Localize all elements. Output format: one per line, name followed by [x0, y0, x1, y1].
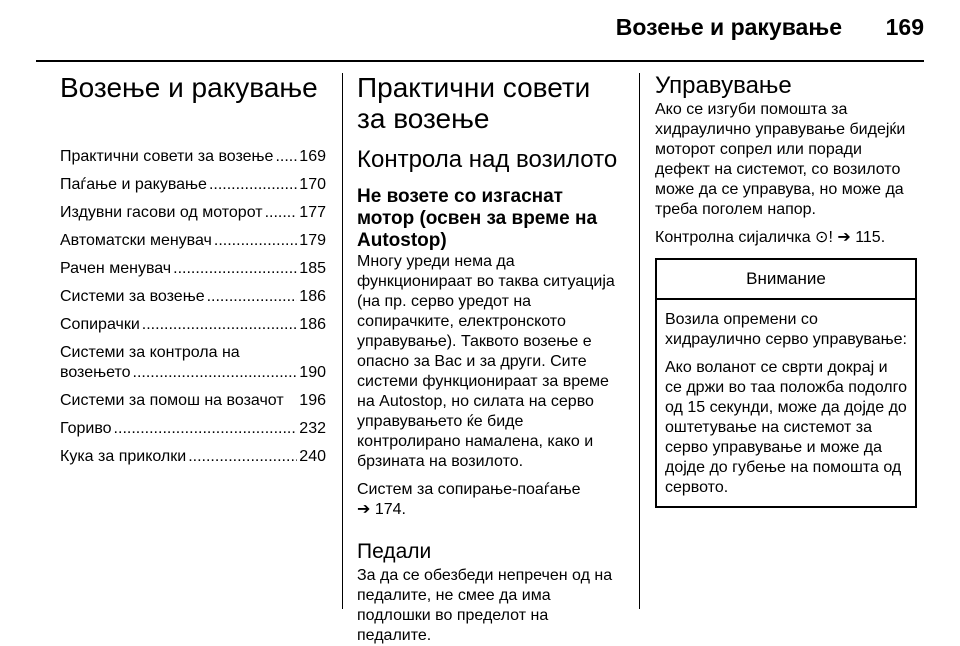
toc-item-label: Издувни гасови од моторот — [60, 204, 263, 221]
section-title: Практични совети за возење — [357, 72, 591, 134]
toc-item-label: Рачен менувач — [60, 260, 172, 277]
pedals-text: За да се обезбеди непречен од на педалите, не смее да има подлошки во пределот на педалите. — [357, 567, 613, 644]
warning-para-2: Ако воланот се сврти докрај и се држи во таа положба подолго од 15 секунди, може да дојде до оштетување на системот за серво управување и може да дојде до губење на помошта од сервото. — [665, 359, 907, 496]
brake-ref-link[interactable]: ➔ 174. — [357, 501, 406, 518]
toc-column — [60, 72, 326, 475]
toc-item-label: Кука за приколки — [60, 448, 187, 465]
toc-item-page: 169 — [299, 148, 326, 165]
page-header — [0, 0, 960, 62]
warning-title: Внимание — [657, 260, 915, 300]
header-title: Возење и ракување — [615, 14, 842, 40]
toc-item-label: Сопирачки — [60, 316, 140, 333]
steering-text: Ако се изгуби помошта за хидраулично управување бидејќи моторот сопрел или поради дефект на системот, со возилото може да се управува, но може да треба поголем напор. — [655, 101, 906, 218]
toc-item[interactable] — [60, 447, 326, 467]
toc-item-page: 232 — [299, 420, 326, 437]
page-number: 169 — [885, 14, 924, 40]
brake-ref-text: Систем за сопирање-поаѓање — [357, 481, 581, 498]
toc-item[interactable] — [60, 315, 326, 335]
engine-off-heading: Не возете со изгаснат мотор (освен за време на Autostop) — [357, 186, 598, 251]
toc-item-label: Практични совети за возење — [60, 148, 274, 165]
toc-item-page: 196 — [299, 392, 326, 409]
engine-off-text: Многу уреди нема да функционираат во таква ситуација (на пр. серво уредот на сопирачките, електронското управување). Таквото возење е опасно за Вас и за други. Сите системи функционираат за време на Autostop, но силата на серво управувањето ќе биде контролирано намалена, како и брзината на возилото. — [357, 253, 615, 470]
warning-box — [655, 258, 917, 508]
toc-item[interactable] — [60, 203, 326, 223]
indicator-lamp-ref[interactable]: Контролна сијаличка ⊙! ➔ 115. — [655, 229, 886, 246]
warning-para-1: Возила опремени со хидраулично серво управување: — [665, 311, 907, 348]
toc-title: Возење и ракување — [60, 72, 318, 103]
practical-tips-column — [357, 72, 623, 646]
toc-item[interactable] — [60, 287, 326, 307]
toc-item[interactable] — [60, 231, 326, 251]
warning-body — [657, 300, 915, 506]
steering-title: Управување — [655, 72, 792, 99]
toc-item-label: Системи за помош на возачот — [60, 392, 284, 409]
toc-item[interactable] — [60, 175, 326, 195]
toc-item-page: 179 — [299, 232, 326, 249]
pedals-heading: Педали — [357, 540, 432, 563]
toc-item[interactable] — [60, 391, 326, 411]
toc-list — [60, 147, 326, 467]
column-divider-1 — [342, 73, 343, 609]
toc-item-page: 240 — [299, 448, 326, 465]
section-subtitle: Контрола над возилото — [357, 146, 618, 173]
column-divider-2 — [639, 73, 640, 609]
toc-item-page: 186 — [299, 288, 326, 305]
toc-item-page: 170 — [299, 176, 326, 193]
toc-item[interactable] — [60, 419, 326, 439]
steering-column — [655, 72, 921, 508]
toc-item-label: Паѓање и ракување — [60, 176, 207, 193]
header-rule — [36, 60, 924, 62]
toc-item-label: Автоматски менувач — [60, 232, 212, 249]
toc-item-page: 185 — [299, 260, 326, 277]
toc-item-page: 186 — [299, 316, 326, 333]
toc-item-label: Системи за возење — [60, 288, 205, 305]
toc-item-label: возењето — [60, 364, 131, 381]
toc-item-label: Системи за контрола на — [60, 344, 240, 361]
toc-item-label: Гориво — [60, 420, 112, 437]
toc-item[interactable] — [60, 343, 326, 383]
toc-item-page: 177 — [299, 204, 326, 221]
toc-item[interactable] — [60, 147, 326, 167]
toc-item-page: 190 — [299, 364, 326, 381]
toc-item[interactable] — [60, 259, 326, 279]
